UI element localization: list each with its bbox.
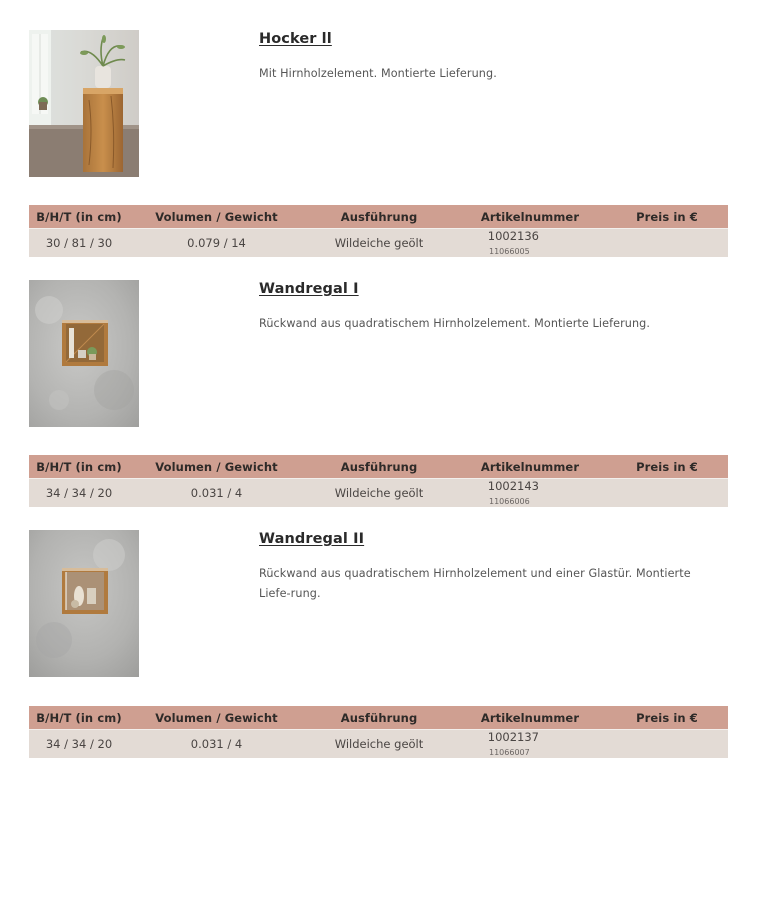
cell-volume-weight: 0.031 / 4 <box>129 479 304 508</box>
cell-article <box>454 479 606 508</box>
article-number: 1002143 <box>487 479 539 493</box>
article-number: 1002137 <box>487 730 539 744</box>
product-title[interactable]: Hocker ll <box>259 31 332 47</box>
cell-article <box>454 229 606 258</box>
header-price: Preis in € <box>606 706 728 730</box>
product-title[interactable]: Wandregal I <box>259 281 359 297</box>
header-price: Preis in € <box>606 455 728 479</box>
header-price: Preis in € <box>606 205 728 229</box>
table-row <box>29 229 728 258</box>
product-title[interactable]: Wandregal II <box>259 531 365 547</box>
header-dims: B/H/T (in cm) <box>29 706 129 730</box>
cell-price <box>606 229 728 258</box>
cell-finish: Wildeiche geölt <box>304 479 454 508</box>
article-sub-number: 11066007 <box>489 748 530 757</box>
cell-dims: 34 / 34 / 20 <box>29 479 129 508</box>
header-finish: Ausführung <box>304 205 454 229</box>
article-sub-number: 11066006 <box>489 497 530 506</box>
header-finish: Ausführung <box>304 706 454 730</box>
header-dims: B/H/T (in cm) <box>29 455 129 479</box>
spec-table-wandregal-1 <box>29 455 728 507</box>
header-finish: Ausführung <box>304 455 454 479</box>
cell-finish: Wildeiche geölt <box>304 730 454 759</box>
cell-dims: 34 / 34 / 20 <box>29 730 129 759</box>
header-volume-weight: Volumen / Gewicht <box>129 455 304 479</box>
article-number: 1002136 <box>487 229 539 243</box>
cell-article <box>454 730 606 759</box>
article-sub-number: 11066005 <box>489 247 530 256</box>
spec-table-hocker-2 <box>29 205 728 257</box>
header-article-number: Artikelnummer <box>454 706 606 730</box>
wall-shelf-glass-image-frame[interactable] <box>29 530 139 677</box>
spec-header-row <box>29 205 728 229</box>
stool-image[interactable] <box>29 30 139 177</box>
spec-header-row <box>29 706 728 730</box>
cell-dims: 30 / 81 / 30 <box>29 229 129 258</box>
spec-table-wandregal-2 <box>29 706 728 758</box>
cell-volume-weight: 0.031 / 4 <box>129 730 304 759</box>
table-row <box>29 730 728 759</box>
cell-finish: Wildeiche geölt <box>304 229 454 258</box>
header-volume-weight: Volumen / Gewicht <box>129 706 304 730</box>
wall-shelf-image-frame[interactable] <box>29 280 139 427</box>
product-description: Rückwand aus quadratischem Hirnholzelement. Montierte Lieferung. <box>259 317 651 330</box>
wall-shelf-image <box>29 280 139 427</box>
spec-header-row <box>29 455 728 479</box>
cell-price <box>606 479 728 508</box>
header-dims: B/H/T (in cm) <box>29 205 129 229</box>
product-description: Mit Hirnholzelement. Montierte Lieferung. <box>259 67 497 80</box>
header-article-number: Artikelnummer <box>454 205 606 229</box>
cell-volume-weight: 0.079 / 14 <box>129 229 304 258</box>
cell-price <box>606 730 728 759</box>
table-row <box>29 479 728 508</box>
product-description: Rückwand aus quadratischem Hirnholzelement und einer Glastür. Montierte Liefe-rung. <box>259 567 691 600</box>
wall-shelf-glass-door-image <box>29 530 139 677</box>
stool-with-plant-image <box>29 30 139 177</box>
header-volume-weight: Volumen / Gewicht <box>129 205 304 229</box>
header-article-number: Artikelnummer <box>454 455 606 479</box>
